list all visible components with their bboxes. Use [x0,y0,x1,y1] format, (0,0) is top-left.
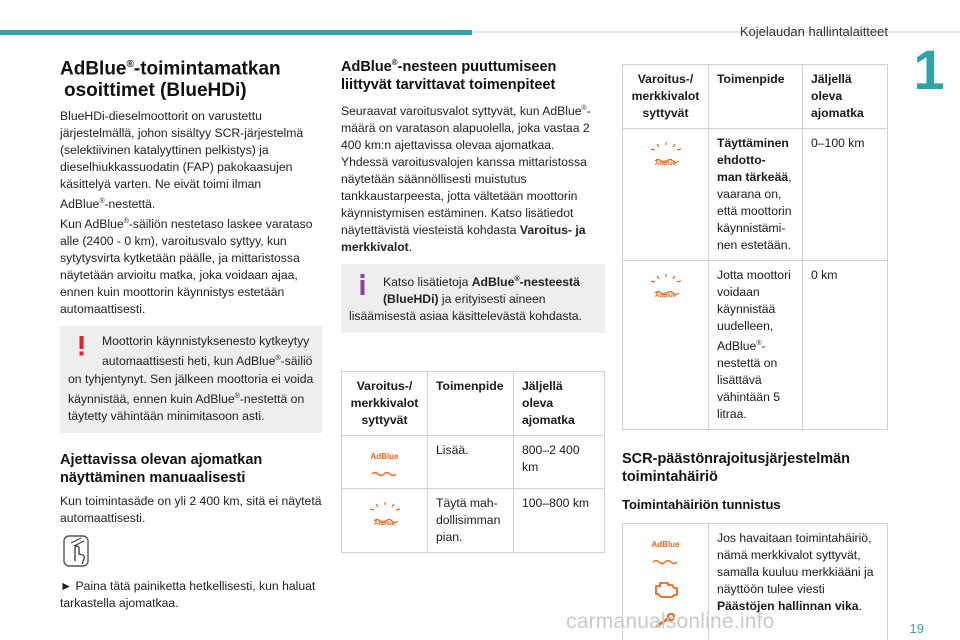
warning-note-box [60,326,322,432]
table-header-cell: Varoitus-/ merkkivalot syttyvät [623,65,709,129]
engine-warning-icon [652,578,680,600]
malfunction-detection-subtitle: Toimintahäiriön tunnistus [622,497,781,513]
table-header-cell: Jäljellä oleva ajomatka [803,65,888,129]
wave-icon [652,559,680,565]
column-2 [341,54,605,553]
manual-range-step: ► Paina tätä painiketta hetkellisesti, kun haluat tarkastella ajomatkaa. [60,578,316,610]
table-header-cell: Varoitus-/ merkkivalot syttyvät [342,371,428,435]
page-number: 19 [909,621,924,636]
warning-note-text: Moottorin käynnistyksenesto kytkeytyy automaattisesti heti, kun AdBlue®-säiliö on tyhjentynyt. Sen jälkeen moottoria ei voida käynnistää, ennen kuin AdBlue®-nestettä on täytetty vähintään minimitasoon asti. [68,334,314,423]
table-cell: 0–100 km [803,129,888,261]
page-header-title: Kojelaudan hallintalaitteet [739,24,888,39]
wave-icon [371,471,399,477]
intro-paragraph: BlueHDi-dieselmoottorit on varustettu järjestelmällä, johon sisältyy SCR-järjestelmä (selektiivinen katalyyttinen pelkistys) ja dieselhiukkassuodatin (FAP) pakokaasujen käsittelyä varten. Ne eivät toimi ilman AdBlue®-nestettä. Kun AdBlue®-säiliön nestetaso laskee varataso alle (2400 - 0 km), varoitusvalo syttyy, kun sytytysvirta kytketään päälle, ja mittaristossa näytetään arvioitu matka, joka voidaan ajaa, ennen kuin moottorin käynnistys estetään automaattisesti. [60,109,313,317]
column-3 [622,64,888,640]
adblue-critical-table [622,64,888,430]
table-cell: Jotta moottori voidaan käynnistää uudelleen, AdBlue®- nestettä on lisättävä vähintään 5 litraa. [709,261,803,430]
manual-range-text: Kun toimintasäde on yli 2 400 km, sitä ei näytetä automaattisesti. [60,493,322,525]
adblue-label: AdBlue [655,161,676,167]
table-header-cell: Jäljellä oleva ajomatka [514,371,605,435]
table-icon-cell [623,261,709,430]
info-note-text: Katso lisätietoja AdBlue®-nesteestä (BlueHDi) ja erityisesti aineen lisäämisestä asiaa käsittelevästä kohdasta. [349,274,583,323]
table-icon-cell [342,488,428,552]
adblue-warning-icon: AdBlue [370,451,399,461]
table-row [623,261,888,430]
adblue-action-table [341,371,605,553]
table-cell: Täytä mah- dollisimman pian. [428,488,514,552]
section-title-adblue-range: AdBlue®-toimintamatkan osoittimet (BlueHDi) [60,58,281,102]
header-accent-bar [0,30,472,35]
table-header-cell: Toimenpide [428,371,514,435]
table-icon-cell [342,435,428,488]
watermark: carmanualsonline.info [566,610,775,633]
table-row [623,129,888,261]
missing-adblue-paragraph: Seuraavat varoitusvalot syttyvät, kun AdBlue®- määrä on varatason alapuolella, joka vastaa 2 400 km:n ajettavissa olevaa ajomatkaa. Yhdessä varoitusvalojen kanssa mittaristossa näytetään säännöllisesti muistutus tankkaustarpeesta, jotta vältetään moottorin käynnistymisen estäminen. Katso lisätiedot näytettävistä viesteistä kohdasta Varoitus- ja merkkivalot. [341,103,591,254]
table-header-row [623,65,888,129]
warning-exclamation-icon [78,336,86,356]
section-title-missing-adblue: AdBlue®-nesteen puuttumiseen liittyvät tarvittavat toimenpiteet [341,58,557,93]
column-1 [60,54,322,612]
table-cell: 800–2 400 km [514,435,605,488]
table-cell: Jos havaitaan toimintahäiriö, nämä merkkivalot syttyvät, samalla kuuluu merkkiääni ja näyttöön tulee viesti Päästöjen hallinnan vika. [709,524,888,640]
table-cell: 0 km [803,261,888,430]
table-icon-cell [623,129,709,261]
table-row [342,488,605,552]
table-header-cell: Toimenpide [709,65,803,129]
table-cell: 100–800 km [514,488,605,552]
table-row [342,435,605,488]
manual-range-title: Ajettavissa olevan ajomatkan näyttäminen manuaalisesti [60,451,263,486]
adblue-warning-icon: AdBlue [651,540,680,550]
scr-malfunction-title: SCR-päästönrajoitusjärjestelmän toimintahäiriö [622,451,851,486]
table-cell: Täyttäminen ehdotto- man tärkeää, vaarana on, että moottorin käynnistämi- nen estetään. [709,129,803,261]
table-cell: Lisää. [428,435,514,488]
info-icon [359,274,367,296]
trip-button-icon [62,535,92,569]
table-header-row [342,371,605,435]
chapter-number: 1 [898,40,960,100]
info-note-box [341,264,605,333]
adblue-label: AdBlue [655,293,676,299]
adblue-label: AdBlue [374,520,395,527]
